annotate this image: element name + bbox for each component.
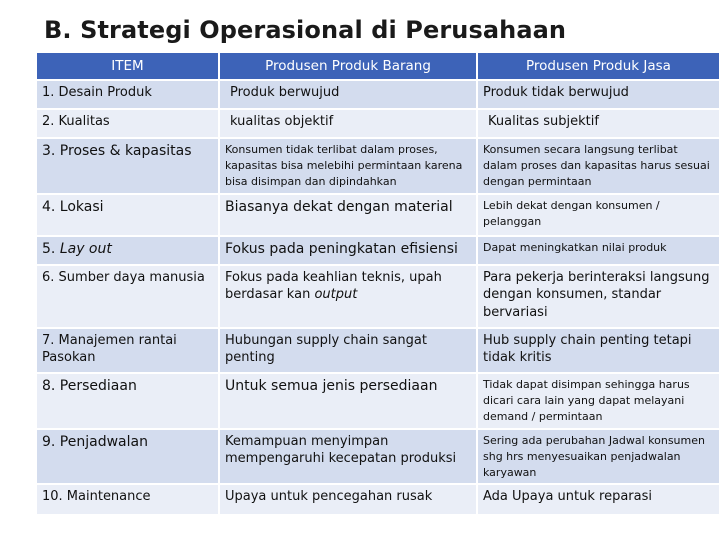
cell-item: 4. Lokasi — [37, 193, 218, 235]
cell-barang — [218, 264, 476, 327]
cell-item: 7. Manajemen rantai Pasokan — [37, 327, 218, 372]
table-header-row — [37, 53, 719, 79]
cell-jasa: Sering ada perubahan Jadwal konsumen shg hrs menyesuaikan penjadwalan karyawan — [476, 428, 719, 484]
column-header-barang: Produsen Produk Barang — [218, 53, 476, 79]
cell-jasa: Produk tidak berwujud — [476, 79, 719, 108]
cell-barang: Kemampuan menyimpan mempengaruhi kecepatan produksi — [218, 428, 476, 484]
cell-jasa: Tidak dapat disimpan sehingga harus dicari cara lain yang dapat melayani demand / permintaan — [476, 372, 719, 428]
cell-item: 8. Persediaan — [37, 372, 218, 428]
cell-barang: Fokus pada peningkatan efisiensi — [218, 235, 476, 264]
cell-item: 9. Penjadwalan — [37, 428, 218, 484]
column-header-jasa: Produsen Produk Jasa — [476, 53, 719, 79]
table-row — [37, 327, 719, 372]
cell-barang: Upaya untuk pencegahan rusak — [218, 483, 476, 514]
cell-barang: Biasanya dekat dengan material — [218, 193, 476, 235]
table-row — [37, 428, 719, 484]
table-row — [37, 79, 719, 108]
barang-italic-text: output — [314, 287, 358, 303]
cell-barang: Hubungan supply chain sangat penting — [218, 327, 476, 372]
cell-jasa: Hub supply chain penting tetapi tidak kritis — [476, 327, 719, 372]
table-row — [37, 193, 719, 235]
table-row — [37, 264, 719, 327]
table-row — [37, 235, 719, 264]
cell-barang: Untuk semua jenis persediaan — [218, 372, 476, 428]
table-row — [37, 137, 719, 193]
cell-barang: Produk berwujud — [218, 79, 476, 108]
cell-barang: Konsumen tidak terlibat dalam proses, kapasitas bisa melebihi permintaan karena bisa disimpan dan dipindahkan — [218, 137, 476, 193]
cell-jasa: Dapat meningkatkan nilai produk — [476, 235, 719, 264]
cell-item — [37, 235, 218, 264]
cell-jasa: Para pekerja berinteraksi langsung dengan konsumen, standar bervariasi — [476, 264, 719, 327]
cell-item: 1. Desain Produk — [37, 79, 218, 108]
cell-jasa: Kualitas subjektif — [476, 108, 719, 137]
table-row — [37, 483, 719, 514]
cell-barang: kualitas objektif — [218, 108, 476, 137]
cell-item: 3. Proses & kapasitas — [37, 137, 218, 193]
cell-item: 10. Maintenance — [37, 483, 218, 514]
cell-item: 6. Sumber daya manusia — [37, 264, 218, 327]
page-title: B. Strategi Operasional di Perusahaan — [44, 16, 567, 44]
column-header-item: ITEM — [37, 53, 218, 79]
strategy-comparison-table — [37, 53, 719, 514]
table-row — [37, 108, 719, 137]
cell-jasa: Konsumen secara langsung terlibat dalam proses dan kapasitas harus sesuai dengan permintaan — [476, 137, 719, 193]
cell-item: 2. Kualitas — [37, 108, 218, 137]
cell-jasa: Ada Upaya untuk reparasi — [476, 483, 719, 514]
table-row — [37, 372, 719, 428]
item-number: 5. — [42, 240, 60, 257]
item-italic-text: Lay out — [59, 240, 112, 257]
barang-text: Fokus pada keahlian teknis, upah berdasar kan — [225, 269, 442, 303]
cell-jasa: Lebih dekat dengan konsumen / pelanggan — [476, 193, 719, 235]
